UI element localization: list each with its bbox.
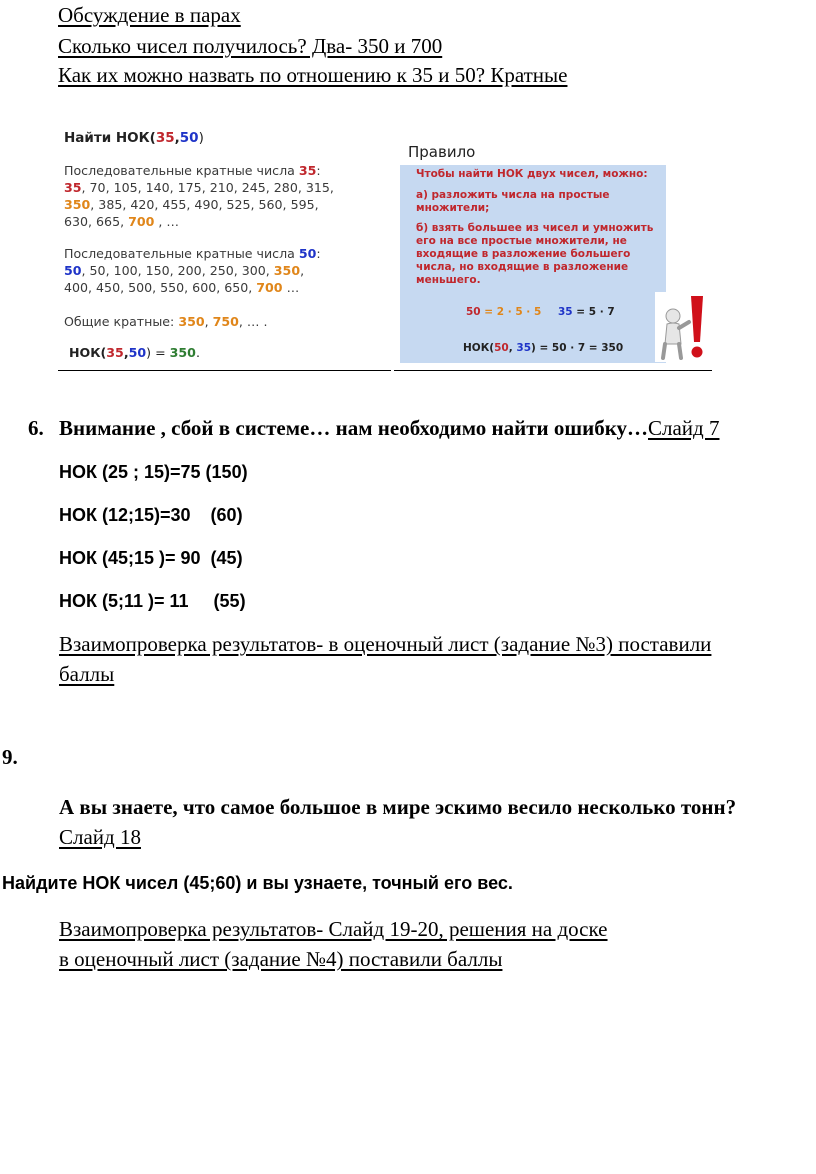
slide-title: Найти НОК(35,50) bbox=[64, 130, 204, 146]
figure-with-exclamation-icon bbox=[655, 292, 711, 362]
rule-b-line-4: числа, но входящие в разложение bbox=[416, 261, 629, 273]
multiples-50-label: Последовательные кратные числа 50: bbox=[64, 246, 321, 261]
task9-check-line-2: в оценочный лист (задание №4) поставили баллы bbox=[59, 947, 503, 971]
intro-line-3: Как их можно назвать по отношению к 35 и 50? Кратные bbox=[58, 63, 568, 87]
task6-eq-4: НОК (5;11 )= 11 (55) bbox=[59, 591, 246, 611]
multiples-35-label: Последовательные кратные числа 35: bbox=[64, 163, 321, 178]
divider-left bbox=[58, 370, 391, 371]
rule-b-line-3: входящие в разложение большего bbox=[416, 248, 631, 260]
slide-nok-multiples bbox=[58, 120, 391, 370]
multiples-35-line-3: 630, 665, 700 , … bbox=[64, 214, 179, 229]
task9-check-line-1: Взаимопроверка результатов- Слайд 19-20, решения на доске bbox=[59, 917, 608, 941]
common-multiples: Общие кратные: 350, 750, … . bbox=[64, 314, 268, 329]
nok-50-35: НОК(50, 35) = 50 · 7 = 350 bbox=[463, 342, 624, 354]
multiples-50-line-1: 50, 50, 100, 150, 200, 250, 300, 350, bbox=[64, 263, 305, 278]
rule-line-1: Чтобы найти НОК двух чисел, можно: bbox=[416, 168, 648, 180]
rule-b-line-5: меньшего. bbox=[416, 274, 481, 286]
rule-title: Правило bbox=[408, 143, 476, 161]
rule-b-line-2: его на все простые множители, не bbox=[416, 235, 627, 247]
task6-check-line-2: баллы bbox=[59, 662, 115, 686]
nok-result: НОК(35,50) = 350. bbox=[69, 345, 200, 360]
factor-50: 50 = 2 · 5 · 5 bbox=[466, 306, 542, 318]
task6-number: 6. bbox=[28, 416, 44, 440]
intro-line-1: Обсуждение в парах bbox=[58, 3, 241, 27]
rule-a-line-2: множители; bbox=[416, 202, 490, 214]
task6-eq-2: НОК (12;15)=30 (60) bbox=[59, 505, 243, 525]
rule-a-line-1: а) разложить числа на простые bbox=[416, 189, 610, 201]
multiples-35-line-2: 350, 385, 420, 455, 490, 525, 560, 595, bbox=[64, 197, 319, 212]
task9-question: А вы знаете, что самое большое в мире эскимо весило несколько тонн? bbox=[59, 795, 737, 819]
task6-slide-ref: Слайд 7 bbox=[648, 416, 720, 440]
task9-number: 9. bbox=[2, 745, 18, 769]
task9-instruction: Найдите НОК чисел (45;60) и вы узнаете, точный его вес. bbox=[2, 873, 513, 893]
multiples-50-line-2: 400, 450, 500, 550, 600, 650, 700 … bbox=[64, 280, 300, 295]
factor-35: 35 = 5 · 7 bbox=[558, 306, 615, 318]
intro-line-2: Сколько чисел получилось? Два- 350 и 700 bbox=[58, 34, 443, 58]
task9-slide-ref: Слайд 18 bbox=[59, 825, 141, 849]
task6-heading: Внимание , сбой в системе… нам необходимо найти ошибку…Слайд 7 bbox=[59, 416, 720, 440]
rule-box bbox=[400, 165, 666, 363]
task6-check-line-1: Взаимопроверка результатов- в оценочный лист (задание №3) поставили bbox=[59, 632, 712, 656]
divider-right bbox=[394, 370, 712, 371]
rule-b-line-1: б) взять большее из чисел и умножить bbox=[416, 222, 654, 234]
task6-eq-1: НОК (25 ; 15)=75 (150) bbox=[59, 462, 248, 482]
multiples-35-line-1: 35, 70, 105, 140, 175, 210, 245, 280, 315, bbox=[64, 180, 334, 195]
task6-eq-3: НОК (45;15 )= 90 (45) bbox=[59, 548, 243, 568]
